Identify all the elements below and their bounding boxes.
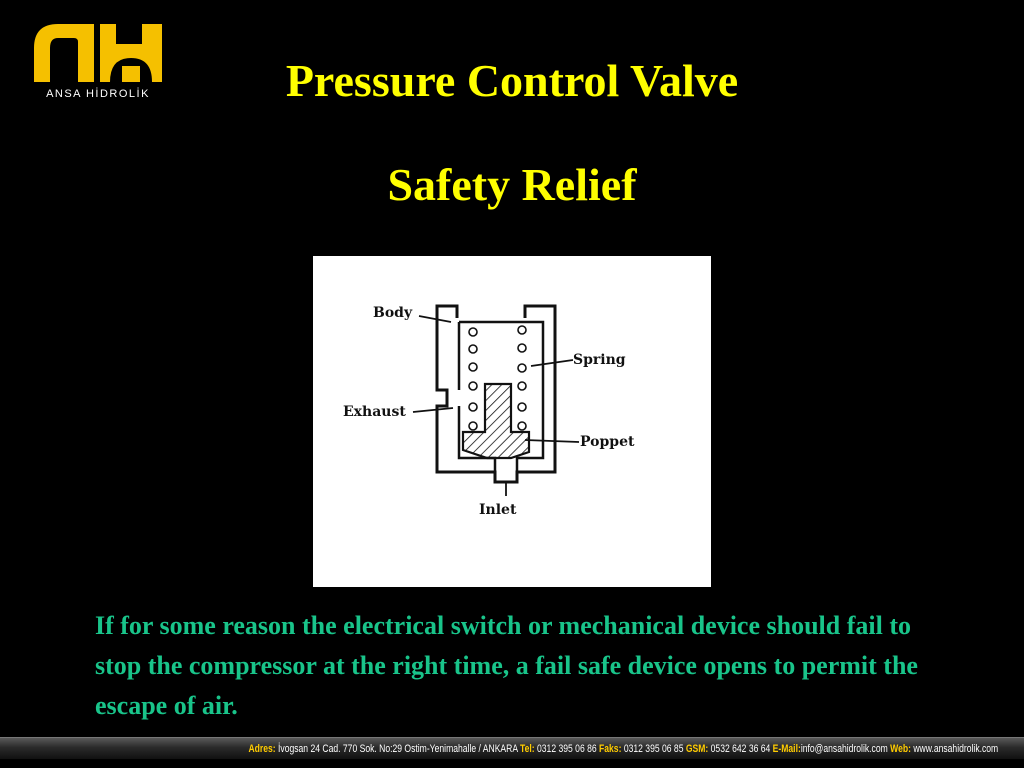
- slide-subtitle: Safety Relief: [387, 159, 637, 210]
- footer-fax: 0312 395 06 85: [621, 742, 686, 755]
- slide-body-text: If for some reason the electrical switch or mechanical device should fail to stop the compressor at the right time, a fail safe device opens to permit the escape of air.: [95, 611, 918, 720]
- relief-valve-drawing: [313, 256, 711, 587]
- footer-address-label: Adres:: [248, 742, 276, 755]
- valve-diagram: [313, 256, 711, 587]
- logo-company-name: ANSA HİDROLİK: [46, 88, 150, 100]
- label-spring: Spring: [573, 352, 626, 368]
- spring-coils-right: [518, 326, 526, 430]
- footer-email-label: E-Mail:: [772, 742, 801, 755]
- label-inlet: Inlet: [479, 502, 517, 518]
- footer-web[interactable]: www.ansahidrolik.com: [910, 742, 998, 755]
- poppet-shape: [463, 384, 529, 458]
- slide-title: Pressure Control Valve: [285, 55, 739, 106]
- footer-tel-label: Tel:: [519, 742, 535, 755]
- footer-gsm: 0532 642 36 64: [708, 742, 773, 755]
- company-logo: [28, 18, 168, 108]
- spring-coils-left: [469, 328, 477, 430]
- label-body: Body: [373, 305, 413, 321]
- footer-tel: 0312 395 06 86: [534, 742, 599, 755]
- contact-footer: [0, 737, 1024, 759]
- footer-web-label: Web:: [889, 742, 911, 755]
- footer-fax-label: Faks:: [598, 742, 622, 755]
- footer-contact-line: [248, 738, 998, 760]
- label-exhaust: Exhaust: [343, 404, 406, 420]
- label-poppet: Poppet: [580, 434, 635, 450]
- footer-address: İvogsan 24 Cad. 770 Sok. No:29 Ostim-Yenimahalle / ANKARA: [275, 742, 520, 755]
- ansa-logo-icon: [28, 18, 168, 86]
- footer-gsm-label: GSM:: [685, 742, 709, 755]
- footer-email[interactable]: info@ansahidrolik.com: [800, 742, 890, 755]
